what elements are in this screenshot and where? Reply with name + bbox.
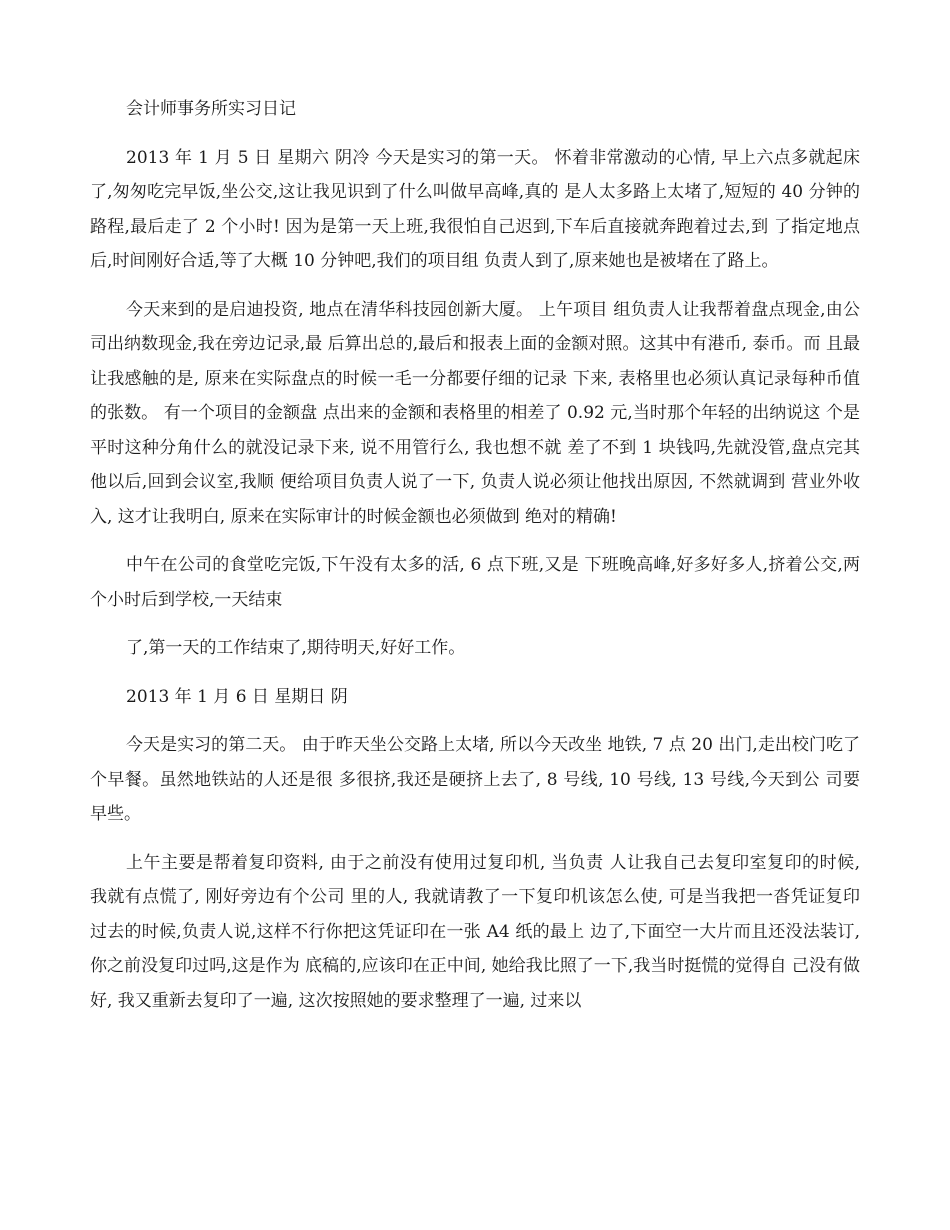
paragraph-day1-intro: 2013 年 1 月 5 日 星期六 阴冷 今天是实习的第一天。 怀着非常激动的心情, 早上六点多就起床 了,匆匆吃完早饭,坐公交,这让我见识到了什么叫做早高峰,真的 是人太多路上太堵了,短短的 40 分钟的路程,最后走了 2 个小时! 因为是第一天上班,我很怕自己迟到,下车后直接就奔跑着过去,到 了指定地点后,时间刚好合适,等了大概 10 分钟吧,我们的项目组 负责人到了,原来她也是被堵在了路上。 <box>90 147 860 271</box>
paragraph-day2-date: 2013 年 1 月 6 日 星期日 阴 <box>126 686 348 707</box>
paragraph-day1-cash-count: 今天来到的是启迪投资, 地点在清华科技园创新大厦。 上午项目 组负责人让我帮着盘点现金,由公司出纳数现金,我在旁边记录,最 后算出总的,最后和报表上面的金额对照。这其中有港币, 泰币。而 且最让我感触的是, 原来在实际盘点的时候一毛一分都要仔细的记录 下来, 表格里也必须认真记录每种币值的张数。 有一个项目的金额盘 点出来的金额和表格里的相差了 0.92 元,当时那个年轻的出纳说这 个是平时这种分角什么的就没记录下来, 说不用管行么, 我也想不就 差了不到 1 块钱吗,先就没管,盘点完其他以后,回到会议室,我顺 便给项目负责人说了一下, 负责人说必须让他找出原因, 不然就调到 营业外收入, 这才让我明白, 原来在实际审计的时候金额也必须做到 绝对的精确! <box>90 299 860 527</box>
paragraph-day2-intro: 今天是实习的第二天。 由于昨天坐公交路上太堵, 所以今天改坐 地铁, 7 点 20 出门,走出校门吃了个早餐。虽然地铁站的人还是很 多很挤,我还是硬挤上去了, 8 号线, 10 号线, 13 号线,今天到公 司要早些。 <box>90 735 860 824</box>
document-title: 会计师事务所实习日记 <box>126 99 296 119</box>
paragraph-day1-end: 了,第一天的工作结束了,期待明天,好好工作。 <box>126 638 466 658</box>
document-body <box>90 92 860 1032</box>
paragraph-day1-afternoon: 中午在公司的食堂吃完饭,下午没有太多的活, 6 点下班,又是 下班晚高峰,好多好多人,挤着公交,两个小时后到学校,一天结束 <box>90 555 860 610</box>
paragraph-day2-copying: 上午主要是帮着复印资料, 由于之前没有使用过复印机, 当负责 人让我自己去复印室复印的时候, 我就有点慌了, 刚好旁边有个公司 里的人, 我就请教了一下复印机该怎么使, 可是当我把一沓凭证复印 过去的时候,负责人说,这样不行你把这凭证印在一张 A4 纸的最上 边了,下面空一大片而且还没法装订,你之前没复印过吗,这是作为 底稿的,应该印在正中间, 她给我比照了一下,我当时挺慌的觉得自 己没有做好, 我又重新去复印了一遍, 这次按照她的要求整理了一遍, 过来以 <box>90 852 860 1011</box>
